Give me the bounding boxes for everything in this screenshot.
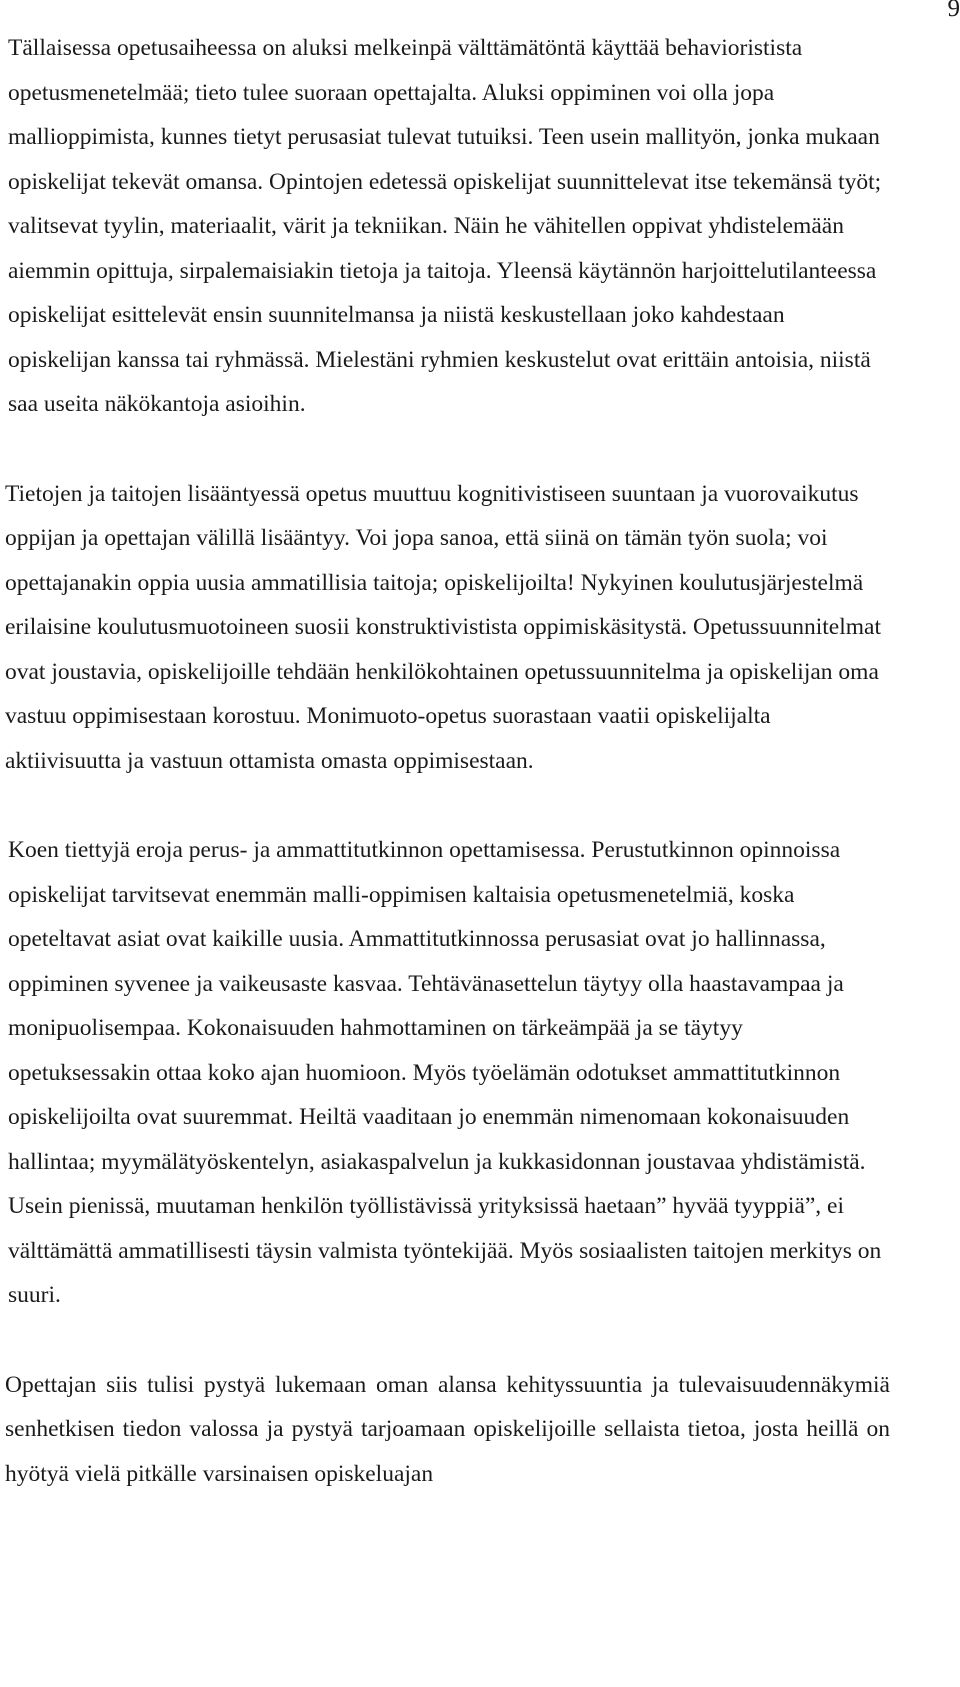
document-page (5, 26, 890, 1496)
paragraph-2: Tietojen ja taitojen lisääntyessä opetus muuttuu kognitivistiseen suuntaan ja vuorovaikutus oppijan ja opettajan välillä lisääntyy. Voi jopa sanoa, että siinä on tämän työn suola; voi opettajanakin oppia uusia ammatillisia taitoja; opiskelijoilta! Nykyinen koulutusjärjestelmä erilaisine koulutusmuotoineen suosii konstruktivistista oppimiskäsitystä. Opetussuunnitelmat ovat joustavia, opiskelijoille tehdään henkilökohtainen opetussuunnitelma ja opiskelijan oma vastuu oppimisestaan korostuu. Monimuoto-opetus suorastaan vaatii opiskelijalta aktiivisuutta ja vastuun ottamista omasta oppimisestaan. (5, 480, 881, 774)
paragraph-1: Tällaisessa opetusaiheessa on aluksi melkeinpä välttämätöntä käyttää behavioristista opetusmenetelmää; tieto tulee suoraan opettajalta. Aluksi oppiminen voi olla jopa mallioppimista, kunnes tietyt perusasiat tulevat tutuiksi. Teen usein mallityön, jonka mukaan opiskelijat tekevät omansa. Opintojen edetessä opiskelijat suunnittelevat itse tekemänsä työt; valitsevat tyylin, materiaalit, värit ja tekniikan. Näin he vähitellen oppivat yhdistelemään aiemmin opittuja, sirpalemaisiakin tietoja ja taitoja. Yleensä käytännön harjoittelutilanteessa opiskelijat esittelevät ensin suunnitelmansa ja niistä keskustellaan joko kahdestaan opiskelijan kanssa tai ryhmässä. Mielestäni ryhmien keskustelut ovat erittäin antoisia, niistä saa useita näkökantoja asioihin. (8, 35, 882, 417)
paragraph-4: Opettajan siis tulisi pystyä lukemaan oman alansa kehityssuuntia ja tulevaisuudennäkymiä senhetkisen tiedon valossa ja pystyä tarjoamaan opiskelijoille sellaista tietoa, josta heillä on hyötyä vielä pitkälle varsinaisen opiskeluajan (5, 1371, 890, 1487)
page-number: 9 (947, 0, 960, 22)
paragraph-3: Koen tiettyjä eroja perus- ja ammattitutkinnon opettamisessa. Perustutkinnon opinnoissa opiskelijat tarvitsevat enemmän malli-oppimisen kaltaisia opetusmenetelmiä, koska opeteltavat asiat ovat kaikille uusia. Ammattitutkinnossa perusasiat ovat jo hallinnassa, oppiminen syvenee ja vaikeusaste kasvaa. Tehtävänasettelun täytyy olla haastavampaa ja monipuolisempaa. Kokonaisuuden hahmottaminen on tärkeämpää ja se täytyy opetuksessakin ottaa koko ajan huomioon. Myös työelämän odotukset ammattitutkinnon opiskelijoilta ovat suuremmat. Heiltä vaaditaan jo enemmän nimenomaan kokonaisuuden hallintaa; myymälätyöskentelyn, asiakaspalvelun ja kukkasidonnan joustavaa yhdistämistä. Usein pienissä, muutaman henkilön työllistävissä yrityksissä haetaan” hyvää tyyppiä”, ei välttämättä ammatillisesti täysin valmista työntekijää. Myös sosiaalisten taitojen merkitys on suuri. (8, 837, 882, 1308)
